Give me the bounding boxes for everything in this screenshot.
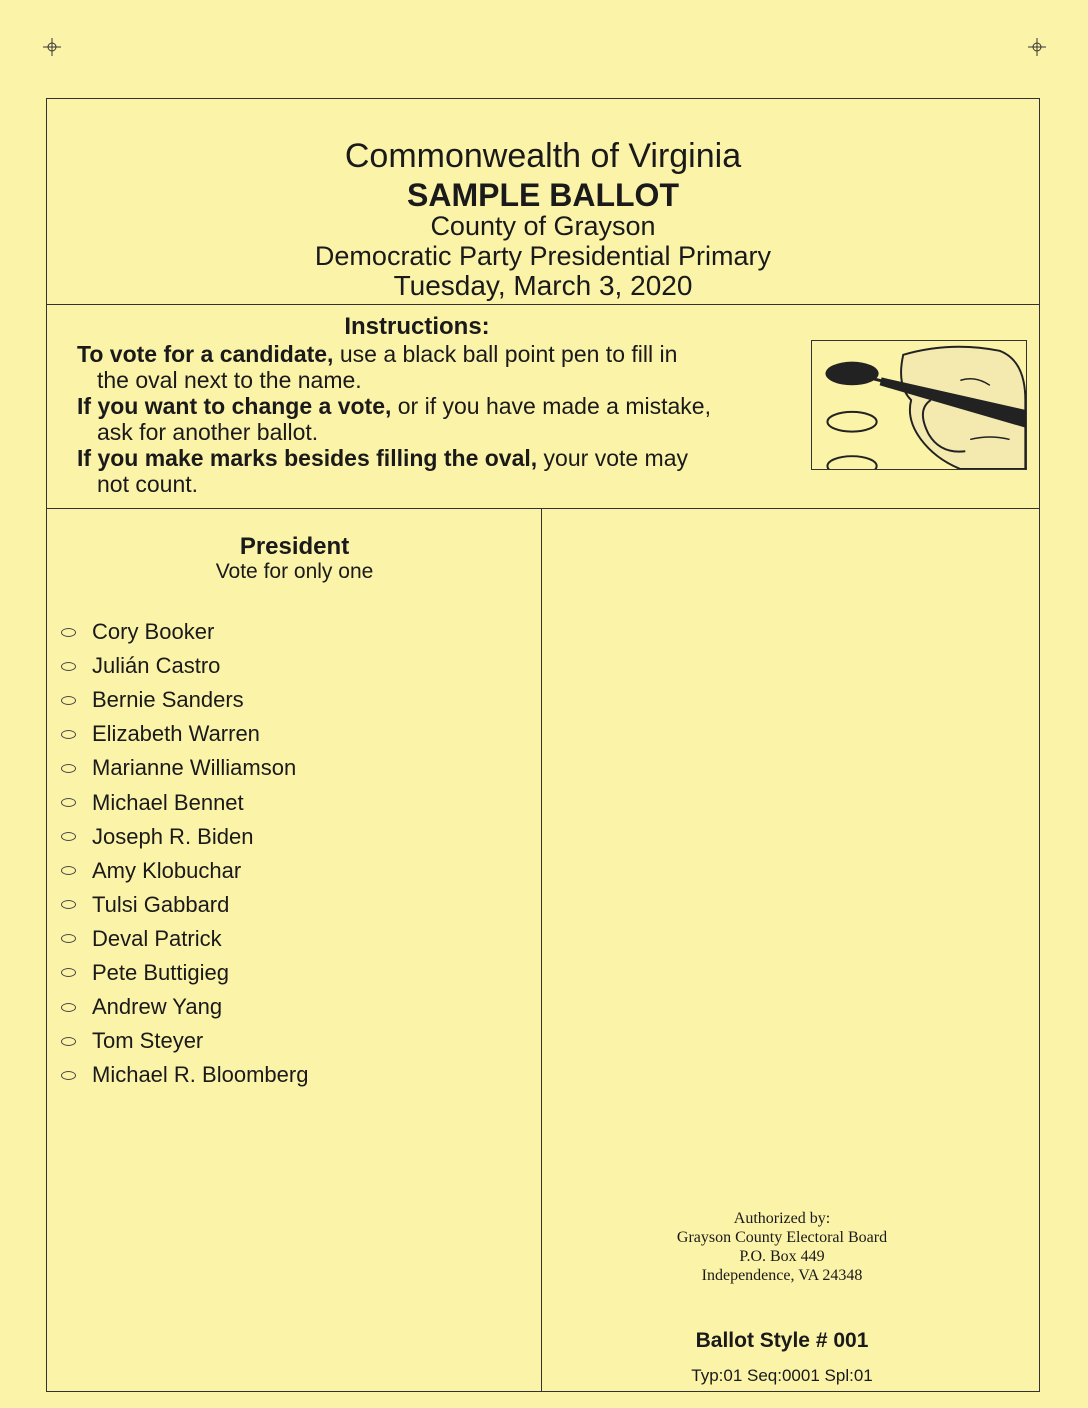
candidate-name: Michael Bennet — [92, 789, 244, 815]
instruction-item — [77, 341, 797, 393]
candidate-name: Elizabeth Warren — [92, 721, 260, 747]
candidate-row[interactable] — [61, 990, 308, 1024]
candidate-row[interactable] — [61, 922, 308, 956]
vote-oval[interactable] — [61, 764, 76, 773]
candidate-row[interactable] — [61, 785, 308, 819]
candidate-name: Michael R. Bloomberg — [92, 1062, 309, 1088]
instruction-text: not count. — [97, 471, 199, 497]
sample-ballot-title: SAMPLE BALLOT — [407, 177, 679, 213]
candidate-list — [61, 615, 308, 1092]
candidate-name: Amy Klobuchar — [92, 857, 242, 883]
candidate-name: Pete Buttigieg — [92, 959, 229, 985]
instruction-text: ask for another ballot. — [97, 419, 319, 445]
vote-oval[interactable] — [61, 968, 76, 977]
candidate-name: Deval Patrick — [92, 925, 222, 951]
candidate-row[interactable] — [61, 683, 308, 717]
vote-oval[interactable] — [61, 1037, 76, 1046]
candidate-row[interactable] — [61, 820, 308, 854]
candidate-name: Tom Steyer — [92, 1028, 204, 1054]
instruction-item — [77, 393, 797, 445]
registration-mark-icon — [42, 37, 62, 57]
candidate-row[interactable] — [61, 615, 308, 649]
candidate-name: Bernie Sanders — [92, 687, 244, 713]
commonwealth-title: Commonwealth of Virginia — [344, 137, 742, 175]
candidate-name: Andrew Yang — [92, 994, 223, 1020]
authorization-board: Grayson County Electoral Board — [676, 1229, 888, 1246]
vote-oval[interactable] — [61, 798, 76, 807]
instruction-text: the oval next to the name. — [97, 367, 362, 393]
vote-oval[interactable] — [61, 696, 76, 705]
authorization-block — [562, 1209, 1002, 1285]
registration-mark-icon — [1027, 37, 1047, 57]
vote-oval[interactable] — [61, 662, 76, 671]
candidate-row[interactable] — [61, 649, 308, 683]
instructions-section — [47, 305, 1039, 509]
candidate-row[interactable] — [61, 956, 308, 990]
candidate-name: Cory Booker — [92, 619, 215, 645]
authorization-label: Authorized by: — [733, 1210, 831, 1227]
authorization-city: Independence, VA 24348 — [701, 1267, 863, 1284]
ballot-style: Ballot Style # 001 — [695, 1329, 869, 1352]
instruction-text: your vote may — [537, 445, 689, 471]
election-name: Democratic Party Presidential Primary — [314, 241, 772, 271]
vote-oval[interactable] — [61, 1003, 76, 1012]
instruction-bold: To vote for a candidate, — [77, 341, 334, 367]
vote-oval[interactable] — [61, 900, 76, 909]
candidate-name: Joseph R. Biden — [92, 823, 254, 849]
candidate-row[interactable] — [61, 854, 308, 888]
ballot-code: Typ:01 Seq:0001 Spl:01 — [691, 1366, 873, 1385]
vote-oval[interactable] — [61, 832, 76, 841]
county-name: County of Grayson — [430, 211, 656, 241]
candidate-row[interactable] — [61, 888, 308, 922]
candidate-row[interactable] — [61, 717, 308, 751]
ballot-header — [47, 99, 1039, 305]
hand-marking-oval-icon — [811, 340, 1027, 470]
ballot-frame — [46, 98, 1040, 1392]
instructions-title: Instructions: — [344, 313, 490, 340]
candidate-row[interactable] — [61, 1024, 308, 1058]
instruction-item — [77, 445, 797, 497]
instruction-bold: If you make marks besides filling the oval, — [77, 445, 538, 471]
candidate-name: Tulsi Gabbard — [92, 891, 230, 917]
candidate-name: Marianne Williamson — [92, 755, 297, 781]
authorization-address: P.O. Box 449 — [739, 1248, 825, 1265]
vote-for-instruction: Vote for only one — [215, 560, 374, 583]
candidate-row[interactable] — [61, 1058, 308, 1092]
vote-oval[interactable] — [61, 730, 76, 739]
candidate-row[interactable] — [61, 751, 308, 785]
candidate-name: Julián Castro — [92, 653, 221, 679]
vote-oval[interactable] — [61, 934, 76, 943]
instruction-text: or if you have made a mistake, — [391, 393, 711, 419]
empty-column — [542, 509, 1039, 1391]
office-title: President — [239, 533, 350, 560]
election-date: Tuesday, March 3, 2020 — [393, 270, 693, 301]
vote-oval[interactable] — [61, 1071, 76, 1080]
instruction-text: use a black ball point pen to fill in — [333, 341, 678, 367]
instruction-bold: If you want to change a vote, — [77, 393, 392, 419]
contest-column — [47, 509, 542, 1391]
vote-oval[interactable] — [61, 628, 76, 637]
vote-oval[interactable] — [61, 866, 76, 875]
